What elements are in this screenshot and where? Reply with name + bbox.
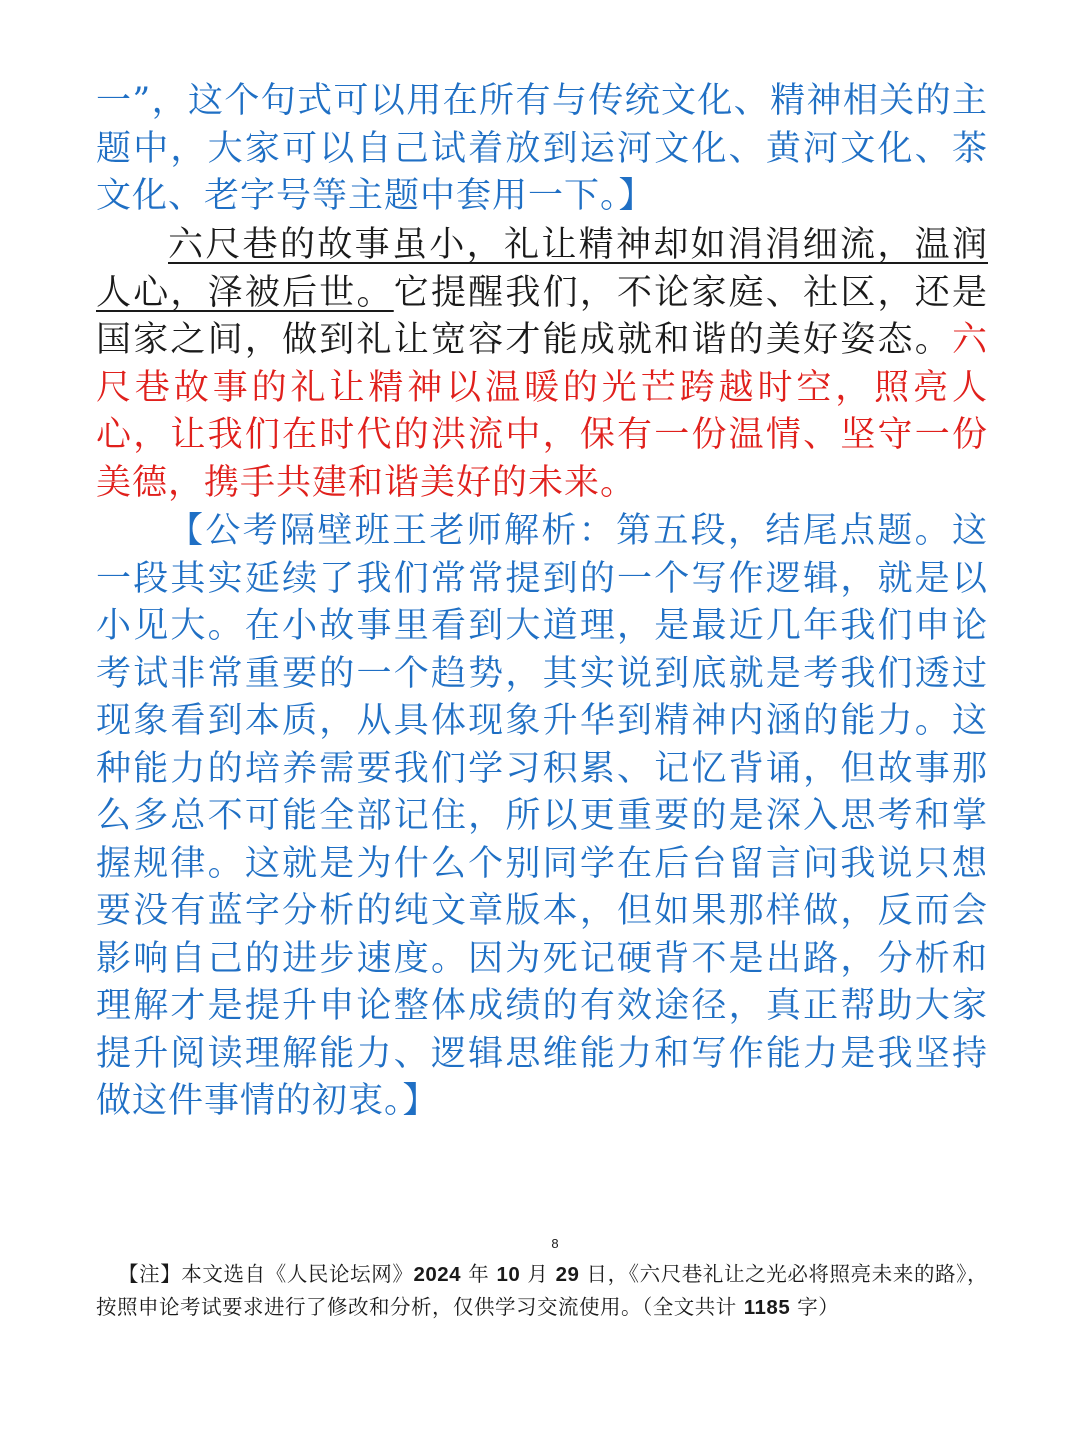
footnote-text: 月 — [520, 1262, 556, 1286]
footnote-word-count: 1185 — [743, 1296, 791, 1319]
essay-paragraph — [96, 222, 988, 507]
footnote-source: 【注】本文选自《人民论坛网》 — [118, 1262, 414, 1286]
footnote-day: 29 — [555, 1263, 580, 1286]
footnote-text: 字） — [790, 1295, 840, 1319]
page-number: 8 — [551, 1236, 559, 1251]
footnote-text: 日，《六尺巷礼让之光必将照亮未来的路》，按照申论考试要求进行了修改和分析，仅供学习交流使用。（全文共计 — [96, 1262, 989, 1319]
footnote — [96, 1258, 988, 1324]
footnote-text: 年 — [461, 1262, 497, 1286]
analysis-paragraph-continued — [96, 78, 988, 221]
essay-sentence: 它提醒我们，不论家庭、社区，还是国家之间，做到礼让宽容才能成就和谐的美好姿态。 — [96, 272, 988, 360]
highlighted-sentence: 六尺巷故事的礼让精神以温暖的光芒跨越时空，照亮人心，让我们在时代的洪流中，保有一份温情、坚守一份美德，携手共建和谐美好的未来。 — [96, 320, 988, 503]
analysis-text: 一”，这个句式可以用在所有与传统文化、精神相关的主题中，大家可以自己试着放到运河文化、黄河文化、茶文化、老字号等主题中套用一下。】 — [96, 81, 988, 216]
footnote-year: 2024 — [413, 1263, 462, 1286]
analysis-text: 【公考隔壁班王老师解析：第五段，结尾点题。这一段其实延续了我们常常提到的一个写作逻辑，就是以小见大。在小故事里看到大道理，是最近几年我们申论考试非常重要的一个趋势，其实说到底就是考我们透过现象看到本质，从具体现象升华到精神内涵的能力。这种能力的培养需要我们学习积累、记忆背诵，但故事那么多总不可能全部记住，所以更重要的是深入思考和掌握规律。这就是为什么个别同学在后台留言问我说只想要没有蓝字分析的纯文章版本，但如果那样做，反而会影响自己的进步速度。因为死记硬背不是出路，分析和理解才是提升申论整体成绩的有效途径，真正帮助大家提升阅读理解能力、逻辑思维能力和写作能力是我坚持做这件事情的初衷。】 — [96, 511, 988, 1121]
underlined-key-sentence: 六尺巷的故事虽小，礼让精神却如涓涓细流，温润人心，泽被后世。 — [96, 225, 988, 313]
footnote-month: 10 — [496, 1263, 521, 1286]
analysis-paragraph — [96, 508, 988, 1126]
